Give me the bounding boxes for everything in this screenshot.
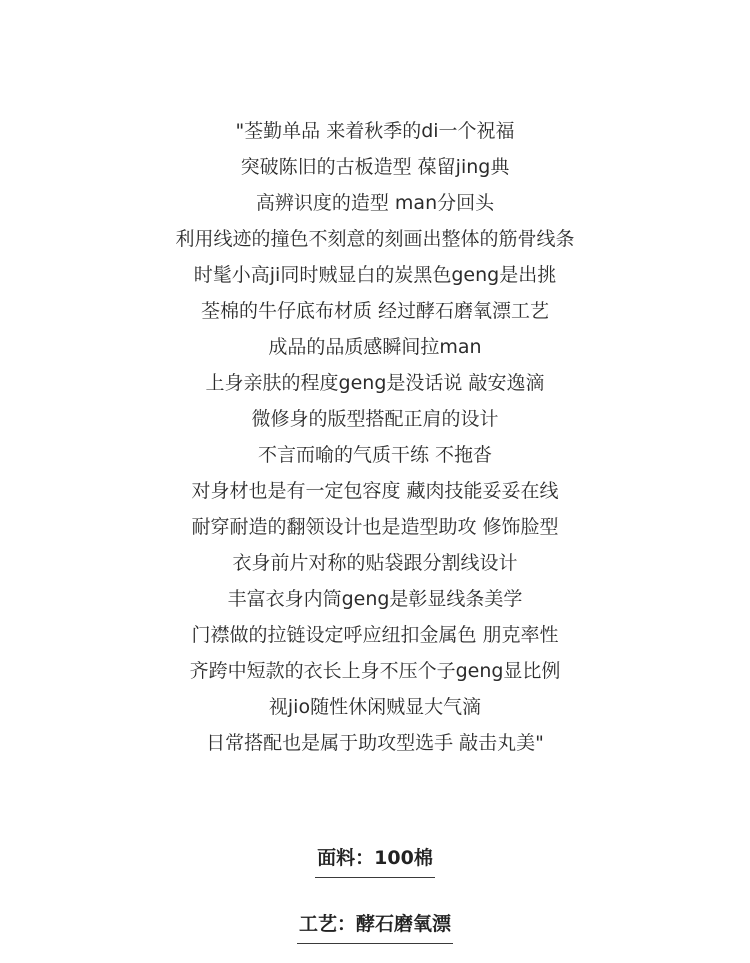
description-line: 耐穿耐造的翻领设计也是造型助攻 修饰脸型	[191, 516, 559, 538]
fabric-spec-label: 面料：100棉	[315, 845, 435, 878]
description-line: 微修身的版型搭配正肩的设计	[251, 408, 499, 430]
description-line: 时髦小高ji同时贼显白的炭黑色geng是出挑	[193, 264, 557, 286]
product-description	[0, 113, 750, 761]
description-line: 对身材也是有一定包容度 藏肉技能妥妥在线	[191, 480, 559, 502]
craft-spec	[0, 911, 750, 944]
description-line: "荃勤单品 来着秋季的di一个祝福	[235, 120, 515, 142]
craft-spec-label: 工艺：酵石磨氧漂	[297, 911, 453, 944]
description-line: 丰富衣身内筒geng是彰显线条美学	[227, 588, 523, 610]
description-line: 门襟做的拉链设定呼应纽扣金属色 朋克率性	[191, 624, 559, 646]
description-line: 荃棉的牛仔底布材质 经过酵石磨氧漂工艺	[200, 300, 550, 322]
description-line: 上身亲肤的程度geng是没话说 敲安逸滴	[205, 372, 545, 394]
description-line: 视jio随性休闲贼显大气滴	[268, 696, 482, 718]
description-line: 高辨识度的造型 man分回头	[255, 192, 495, 214]
description-line: 衣身前片对称的贴袋跟分割线设计	[232, 552, 518, 574]
description-line: 利用线迹的撞色不刻意的刻画出整体的筋骨线条	[175, 228, 575, 250]
description-line: 不言而喻的气质干练 不拖沓	[257, 444, 493, 466]
description-line: 突破陈旧的古板造型 葆留jing典	[240, 156, 510, 178]
description-line: 日常搭配也是属于助攻型选手 敲击丸美"	[206, 732, 544, 754]
fabric-spec	[0, 845, 750, 878]
description-line: 齐跨中短款的衣长上身不压个子geng显比例	[189, 660, 561, 682]
description-line: 成品的品质感瞬间拉man	[268, 336, 482, 358]
